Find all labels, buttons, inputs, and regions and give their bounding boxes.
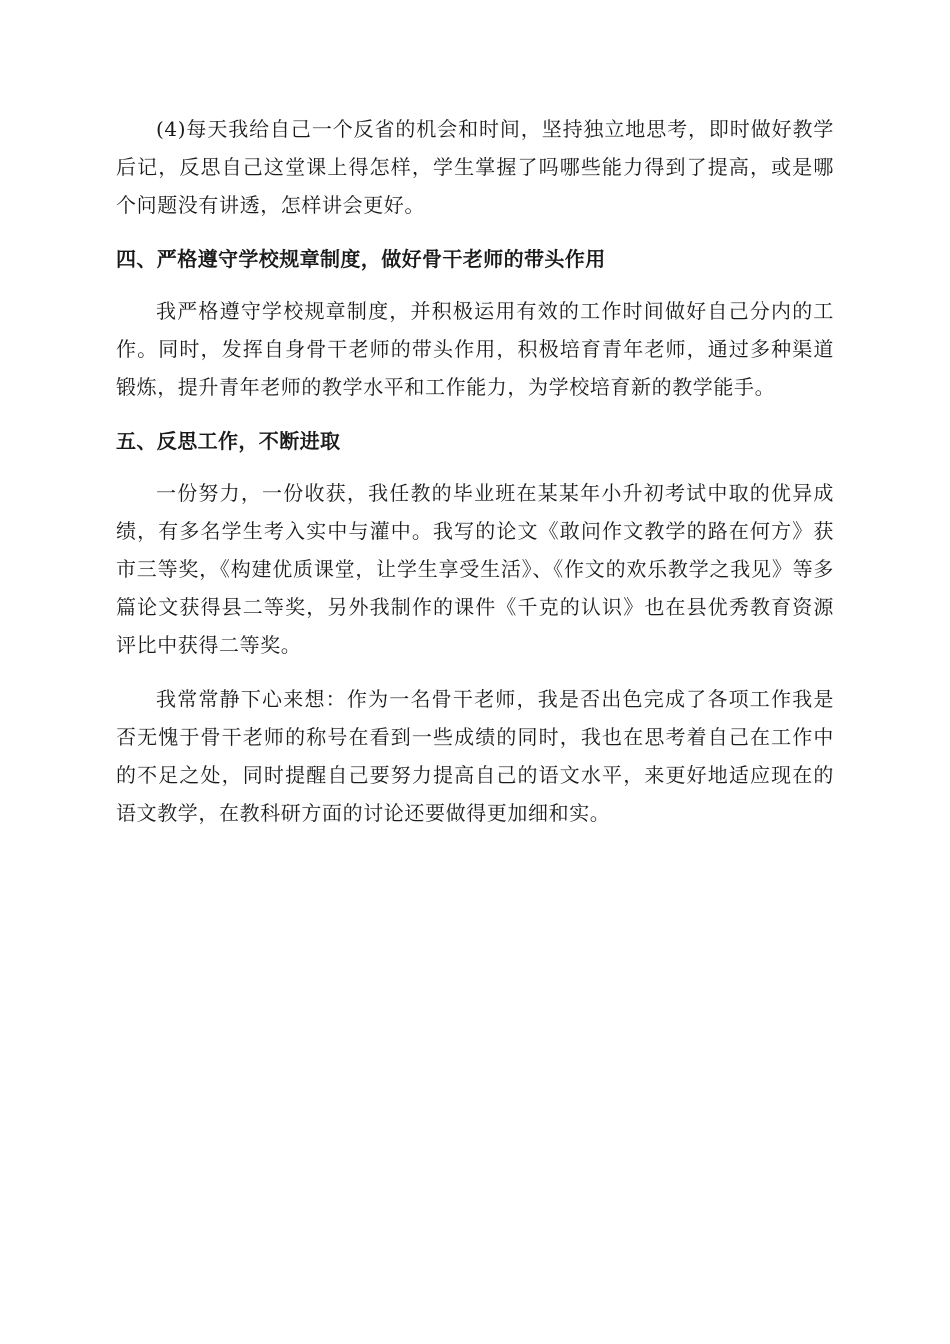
paragraph-self-reflection: 我常常静下心来想：作为一名骨干老师，我是否出色完成了各项工作我是否无愧于骨干老师的称号在看到一些成绩的同时，我也在思考着自己在工作中的不足之处，同时提醒自己要努力提高自己的语文水平，来更好地适应现在的语文教学，在教科研方面的讨论还要做得更加细和实。 [116, 687, 834, 825]
paragraph-school-rules: 我严格遵守学校规章制度，并积极运用有效的工作时间做好自己分内的工作。同时，发挥自身骨干老师的带头作用，积极培育青年老师，通过多种渠道锻炼，提升青年老师的教学水平和工作能力，为学校培育新的教学能手。 [116, 299, 834, 399]
paragraph-achievements: 一份努力，一份收获，我任教的毕业班在某某年小升初考试中取的优异成绩，有多名学生考入实中与灌中。我写的论文《敢问作文教学的路在何方》获市三等奖，《构建优质课堂，让学生享受生活》、《作文的欢乐教学之我见》等多篇论文获得县二等奖，另外我制作的课件《千克的认识》也在县优秀教育资源评比中获得二等奖。 [116, 481, 834, 657]
section-heading-four: 四、严格遵守学校规章制度，做好骨干老师的带头作用 [116, 247, 606, 271]
section-heading-five: 五、反思工作，不断进取 [116, 429, 341, 453]
paragraph-reflection-habit: (4)每天我给自己一个反省的机会和时间，坚持独立地思考，即时做好教学后记，反思自己这堂课上得怎样，学生掌握了吗哪些能力得到了提高，或是哪个问题没有讲透，怎样讲会更好。 [116, 117, 834, 217]
document-body [116, 110, 834, 832]
